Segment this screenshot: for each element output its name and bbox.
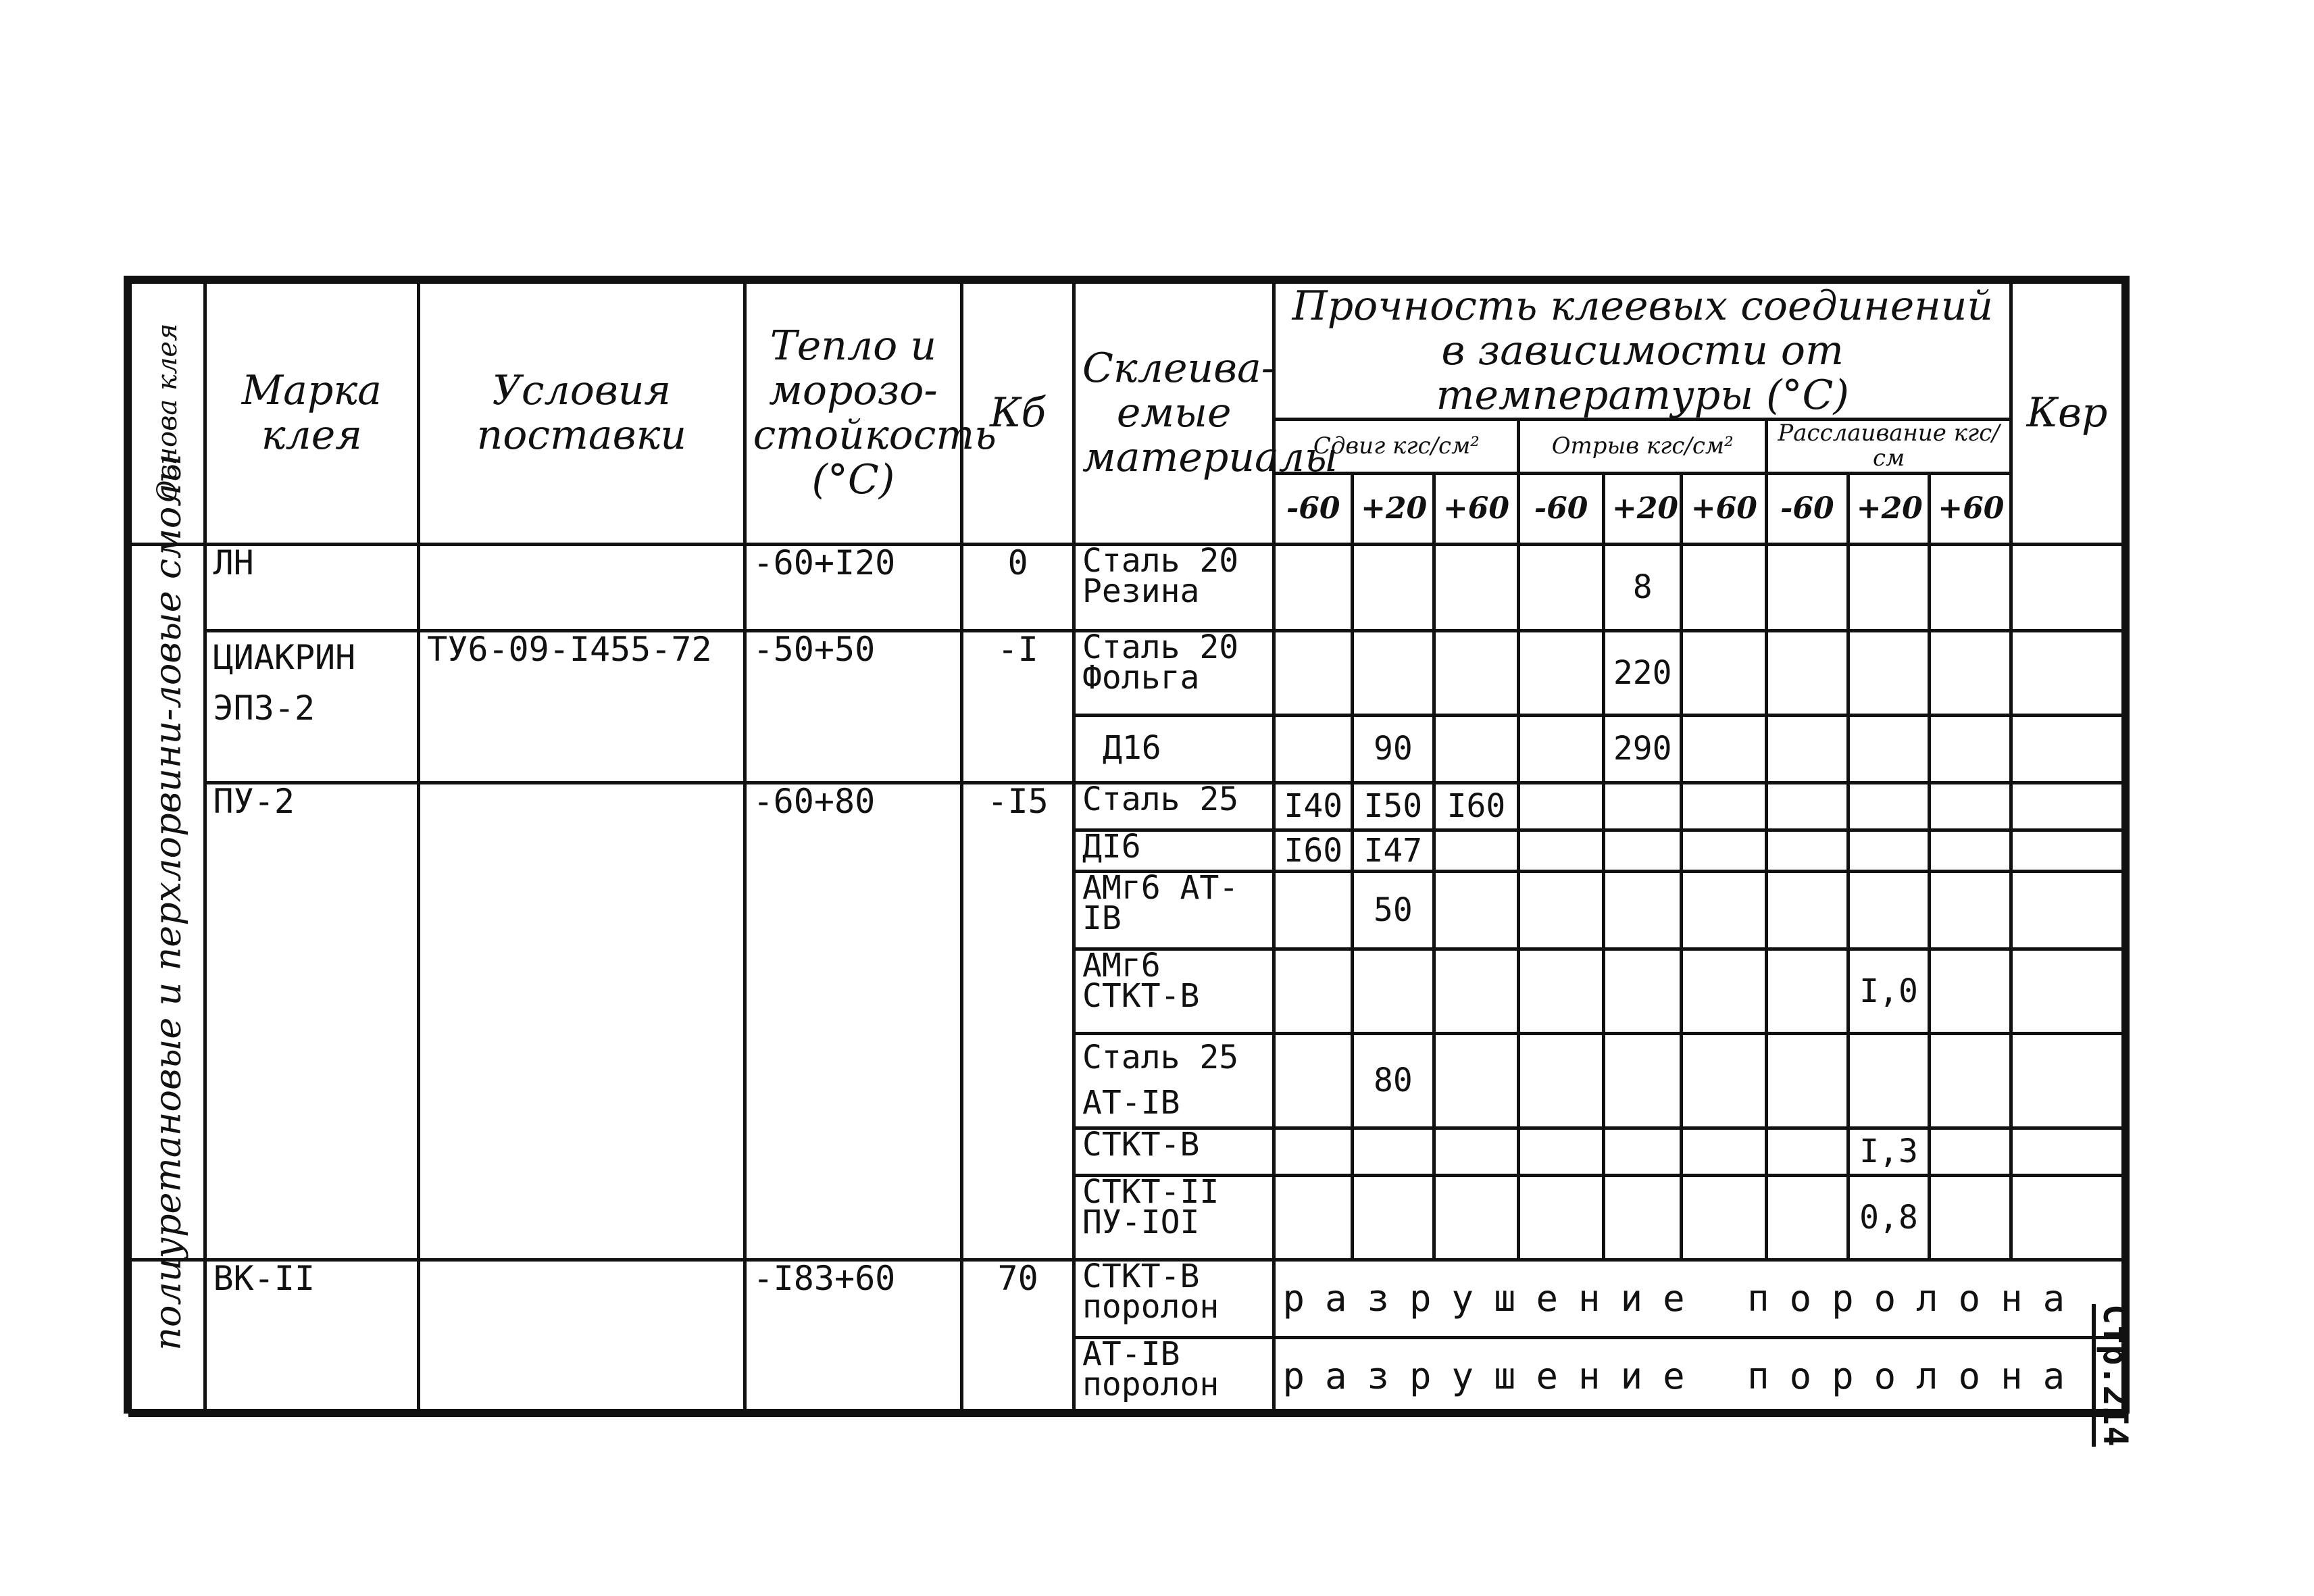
value-cell (1434, 871, 1519, 949)
value-cell (1519, 1033, 1604, 1128)
kb-header: Кб (962, 282, 1074, 545)
value-cell (1682, 1128, 1767, 1175)
value-cell (1930, 715, 2011, 782)
kvr-cell (2011, 782, 2123, 830)
value-cell (1519, 871, 1604, 949)
peel-20-ln: 8 (1603, 544, 1682, 630)
value-cell (1519, 782, 1604, 830)
value-cell (1434, 830, 1519, 871)
value-cell (1519, 949, 1604, 1033)
value-cell (1848, 871, 1930, 949)
kvr-cell (2011, 544, 2123, 630)
material-pu2-2: ДI6 (1074, 830, 1274, 871)
kvr-cell (2011, 871, 2123, 949)
value-cell (1848, 715, 1930, 782)
value-cell (1930, 949, 2011, 1033)
value-cell (1930, 544, 2011, 630)
material-pu2-4: АМг6 СТКТ-В (1074, 949, 1274, 1033)
value-cell (1682, 1033, 1767, 1128)
value-cell (1767, 782, 1848, 830)
temp-header: +20 (1353, 473, 1434, 544)
delam-20-pu2-7: 0,8 (1848, 1175, 1930, 1260)
value-cell (1353, 1128, 1434, 1175)
value-cell (1682, 1175, 1767, 1260)
value-cell (1767, 544, 1848, 630)
value-cell (1767, 1175, 1848, 1260)
value-cell (1767, 830, 1848, 871)
value-cell (1848, 1033, 1930, 1128)
result-vk11-1: разрушение поролона (1274, 1260, 2123, 1337)
temp-header: +60 (1682, 473, 1767, 544)
temp-header: +20 (1603, 473, 1682, 544)
value-cell (1274, 949, 1353, 1033)
shear-20-pu2-3: 50 (1353, 871, 1434, 949)
material-pu2-7: СТКТ-II ПУ-IOI (1074, 1175, 1274, 1260)
supply-header: Условия поставки (419, 282, 745, 545)
group-label-cell (130, 453, 205, 1351)
kvr-cell (2011, 949, 2123, 1033)
kvr-cell (2011, 715, 2123, 782)
value-cell (1353, 949, 1434, 1033)
value-cell (1930, 871, 2011, 949)
value-cell (1767, 949, 1848, 1033)
value-cell (1274, 1175, 1353, 1260)
value-cell (1434, 630, 1519, 715)
shear-m60-pu2-1: I40 (1274, 782, 1353, 830)
material-pu2-1: Сталь 25 (1074, 782, 1274, 830)
value-cell (1519, 1128, 1604, 1175)
shear-20-pu2-5: 80 (1353, 1033, 1434, 1128)
material-vk11-2: АТ-IВ поролон (1074, 1337, 1274, 1415)
shear-60-pu2-1: I60 (1434, 782, 1519, 830)
kb-ln: 0 (962, 544, 1074, 630)
value-cell (1930, 830, 2011, 871)
material-ciakrin-1: Сталь 20 Фольга (1074, 630, 1274, 715)
supply-pu2 (419, 782, 745, 1260)
base-header-text: Основа клея (151, 323, 183, 503)
value-cell (1274, 1128, 1353, 1175)
value-cell (1767, 1033, 1848, 1128)
value-cell (1353, 544, 1434, 630)
kvr-cell (2011, 1033, 2123, 1128)
kb-ciakrin: -I (962, 630, 1074, 782)
strength-header: Прочность клеевых соединений в зависимости от температуры (°С) (1274, 282, 2011, 420)
value-cell (1519, 830, 1604, 871)
delam-20-pu2-4: I,0 (1848, 949, 1930, 1033)
temp-header: -60 (1519, 473, 1604, 544)
value-cell (1767, 630, 1848, 715)
temp-header: -60 (1274, 473, 1353, 544)
value-cell (1767, 1128, 1848, 1175)
value-cell (1767, 715, 1848, 782)
value-cell (1519, 1175, 1604, 1260)
value-cell (1848, 782, 1930, 830)
value-cell (1434, 715, 1519, 782)
supply-ciakrin: ТУ6-09-I455-72 (419, 630, 745, 782)
supply-vk11 (419, 1260, 745, 1415)
delam-header: Расслаивание кгс/см (1767, 420, 2011, 474)
value-cell (1682, 544, 1767, 630)
brand-header: Марка клея (205, 282, 419, 545)
value-cell (1603, 1128, 1682, 1175)
peel-header: Отрыв кгс/см² (1519, 420, 1767, 474)
resist-header: Тепло и морозо-стойкость (°С) (745, 282, 962, 545)
main-table (128, 280, 2125, 1417)
supply-ln (419, 544, 745, 630)
resist-ln: -60+I20 (745, 544, 962, 630)
material-vk11-1: СТКТ-В поролон (1074, 1260, 1274, 1337)
shear-header: Сдвиг кгс/см² (1274, 420, 1519, 474)
value-cell (1274, 1033, 1353, 1128)
value-cell (1848, 830, 1930, 871)
value-cell (1274, 630, 1353, 715)
value-cell (1434, 949, 1519, 1033)
delam-20-pu2-6: I,3 (1848, 1128, 1930, 1175)
peel-20-ciakrin-2: 290 (1603, 715, 1682, 782)
value-cell (1274, 715, 1353, 782)
value-cell (1682, 782, 1767, 830)
resist-ciakrin: -50+50 (745, 630, 962, 782)
material-ln: Сталь 20 Резина (1074, 544, 1274, 630)
brand-ln: ЛН (205, 544, 419, 630)
brand-vk11: ВК-II (205, 1260, 419, 1415)
kb-vk11: 70 (962, 1260, 1074, 1415)
value-cell (1682, 830, 1767, 871)
value-cell (1930, 630, 2011, 715)
kb-pu2: -I5 (962, 782, 1074, 1260)
value-cell (1930, 1128, 2011, 1175)
value-cell (1767, 871, 1848, 949)
value-cell (1519, 630, 1604, 715)
value-cell (1274, 544, 1353, 630)
material-pu2-5: Сталь 25 АТ-IВ (1074, 1033, 1274, 1128)
value-cell (1519, 544, 1604, 630)
group-label: полиуретановые и перхлорвини-ловые смолы (146, 453, 189, 1351)
value-cell (1603, 871, 1682, 949)
value-cell (1274, 871, 1353, 949)
value-cell (1603, 1033, 1682, 1128)
material-pu2-6: СТКТ-В (1074, 1128, 1274, 1175)
value-cell (1353, 1175, 1434, 1260)
shear-20-pu2-1: I50 (1353, 782, 1434, 830)
shear-m60-pu2-2: I60 (1274, 830, 1353, 871)
temp-header: +20 (1848, 473, 1930, 544)
value-cell (1519, 715, 1604, 782)
value-cell (1682, 630, 1767, 715)
brand-ciakrin: ЦИАКРИН ЭПЗ-2 (205, 630, 419, 782)
resist-vk11: -I83+60 (745, 1260, 962, 1415)
value-cell (1434, 1175, 1519, 1260)
value-cell (1434, 1033, 1519, 1128)
shear-20-pu2-2: I47 (1353, 830, 1434, 871)
temp-header: +60 (1930, 473, 2011, 544)
result-vk11-2: разрушение поролона (1274, 1337, 2123, 1415)
temp-header: -60 (1767, 473, 1848, 544)
value-cell (1930, 782, 2011, 830)
value-cell (1353, 630, 1434, 715)
kvr-cell (2011, 1175, 2123, 1260)
value-cell (1682, 949, 1767, 1033)
material-pu2-3: АМг6 АТ-IВ (1074, 871, 1274, 949)
value-cell (1434, 1128, 1519, 1175)
kvr-header: Квр (2011, 282, 2123, 545)
value-cell (1603, 949, 1682, 1033)
value-cell (1848, 630, 1930, 715)
value-cell (1434, 544, 1519, 630)
value-cell (1603, 782, 1682, 830)
value-cell (1930, 1033, 2011, 1128)
materials-header: Склеива-емые материалы (1074, 282, 1274, 545)
value-cell (1848, 544, 1930, 630)
value-cell (1682, 715, 1767, 782)
value-cell (1930, 1175, 2011, 1260)
page-number: Стр.2I4 (2092, 1304, 2135, 1447)
peel-20-ciakrin-1: 220 (1603, 630, 1682, 715)
value-cell (1603, 830, 1682, 871)
resist-pu2: -60+80 (745, 782, 962, 1260)
temp-header: +60 (1434, 473, 1519, 544)
value-cell (1682, 871, 1767, 949)
kvr-cell (2011, 630, 2123, 715)
material-ciakrin-2: Д16 (1074, 715, 1274, 782)
kvr-cell (2011, 830, 2123, 871)
adhesive-table (124, 276, 2130, 1414)
brand-pu2: ПУ-2 (205, 782, 419, 1260)
shear-20-ciakrin-2: 90 (1353, 715, 1434, 782)
value-cell (1603, 1175, 1682, 1260)
kvr-cell (2011, 1128, 2123, 1175)
